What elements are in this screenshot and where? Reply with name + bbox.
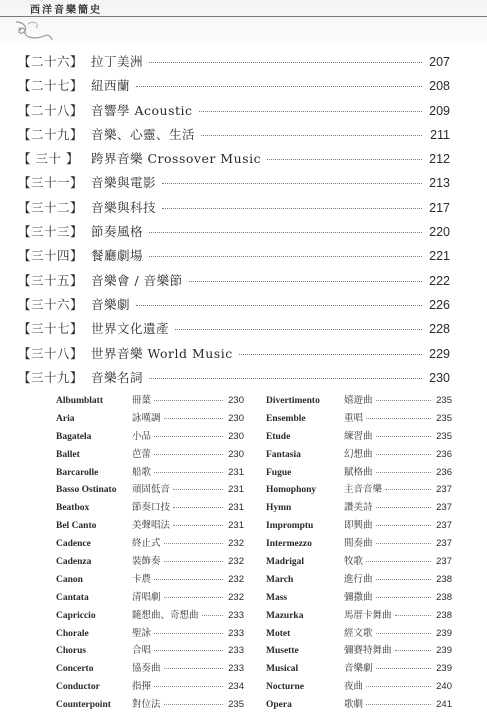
term-chinese: 芭蕾	[132, 448, 152, 460]
dot-leader	[376, 667, 431, 669]
term-chinese: 小品	[132, 430, 152, 442]
dot-leader	[136, 85, 422, 87]
chapter-page-number: 226	[429, 297, 450, 312]
term-chinese: 協奏曲	[132, 663, 161, 675]
term-english: Barcarolle	[56, 467, 99, 478]
glossary-entry	[266, 392, 452, 410]
toc-chapter-row	[18, 295, 450, 319]
glossary-entry	[266, 660, 452, 678]
dot-leader	[149, 61, 422, 63]
term-english: Mass	[266, 592, 288, 603]
dot-leader	[376, 596, 431, 598]
term-chinese: 間奏曲	[344, 538, 373, 550]
chapter-title: 世界文化遺產	[91, 321, 170, 337]
dot-leader	[162, 182, 422, 184]
dot-leader	[376, 632, 431, 634]
term-english: Ballet	[56, 449, 80, 460]
chapter-number: 【三十六】	[18, 296, 84, 312]
chapter-title: 音樂會 / 音樂節	[91, 272, 183, 288]
glossary-entry	[266, 410, 452, 428]
term-page-number: 237	[436, 484, 452, 496]
term-page-number: 239	[436, 627, 452, 639]
term-chinese: 幻想曲	[344, 448, 373, 460]
chapter-page-number: 209	[429, 103, 450, 118]
term-chinese: 練習曲	[344, 430, 373, 442]
toc-chapter-row	[18, 368, 450, 392]
dot-leader	[164, 417, 223, 419]
dot-leader	[149, 377, 422, 379]
term-page-number: 234	[228, 681, 244, 693]
dot-leader	[164, 596, 223, 598]
term-english: Fugue	[266, 467, 292, 478]
term-page-number: 231	[228, 484, 244, 496]
dot-leader	[164, 703, 223, 705]
dot-leader	[376, 399, 431, 401]
term-english: Albumblatt	[56, 396, 103, 406]
chapter-page-number: 217	[429, 200, 450, 215]
term-page-number: 232	[228, 591, 244, 603]
dot-leader	[149, 255, 422, 257]
term-page-number: 230	[228, 412, 244, 424]
term-english: Basso Ostinato	[56, 485, 117, 496]
term-page-number: 233	[228, 645, 244, 657]
dot-leader	[154, 453, 223, 455]
dot-leader	[376, 524, 431, 526]
term-english: Capriccio	[56, 610, 96, 621]
term-page-number: 235	[436, 395, 452, 406]
term-english: Beatbox	[56, 503, 90, 514]
chapter-page-number: 211	[430, 127, 450, 142]
page-header	[0, 0, 487, 44]
glossary-entry	[266, 678, 452, 696]
glossary-entry	[266, 499, 452, 517]
glossary-entry	[266, 589, 452, 607]
glossary-entry	[56, 535, 244, 553]
term-page-number: 235	[228, 699, 244, 711]
term-page-number: 237	[436, 502, 452, 514]
dot-leader	[164, 667, 223, 669]
glossary-entry	[56, 410, 244, 428]
chapter-number: 【三十二】	[18, 199, 84, 215]
dot-leader	[154, 471, 223, 473]
term-chinese: 詠嘆調	[132, 412, 161, 424]
term-english: Intermezzo	[266, 539, 312, 550]
term-chinese: 馬厝卡舞曲	[344, 609, 392, 621]
dot-leader	[395, 649, 431, 651]
chapter-title: 音樂與電影	[91, 175, 157, 191]
term-english: Motet	[266, 628, 291, 639]
dot-leader	[376, 471, 431, 473]
term-page-number: 233	[228, 627, 244, 639]
term-page-number: 241	[436, 699, 452, 711]
glossary-entry	[266, 428, 452, 446]
chapter-number: 【三十五】	[18, 272, 84, 288]
term-english: Mazurka	[266, 610, 304, 621]
glossary-entry	[266, 642, 452, 660]
term-english: Musical	[266, 664, 299, 675]
dot-leader	[154, 685, 223, 687]
glossary-column-left	[56, 392, 244, 714]
term-chinese: 終止式	[132, 538, 161, 550]
term-chinese: 經文歌	[344, 627, 373, 639]
chapter-number: 【二十八】	[18, 102, 84, 118]
flourish-ornament-icon	[14, 18, 54, 44]
dot-leader	[239, 353, 422, 355]
term-chinese: 對位法	[132, 699, 161, 711]
chapter-page-number: 229	[429, 346, 450, 361]
dot-leader	[376, 435, 431, 437]
glossary-entry	[266, 481, 452, 499]
glossary-entry	[56, 553, 244, 571]
term-english: Impromptu	[266, 521, 314, 532]
toc-chapter-row	[18, 101, 450, 125]
glossary-entry	[56, 571, 244, 589]
glossary-entry	[56, 678, 244, 696]
chapter-title: 跨界音樂 Crossover Music	[91, 151, 262, 167]
term-page-number: 233	[228, 663, 244, 675]
term-english: Musette	[266, 646, 299, 657]
glossary-entry	[56, 428, 244, 446]
chapter-list	[18, 52, 450, 392]
term-page-number: 237	[436, 538, 452, 550]
term-page-number: 231	[228, 466, 244, 478]
chapter-page-number: 222	[429, 273, 450, 288]
term-english: Fantasia	[266, 449, 301, 460]
chapter-title: 音響學 Acoustic	[91, 102, 193, 118]
dot-leader	[199, 110, 422, 112]
term-page-number: 240	[436, 681, 452, 693]
dot-leader	[162, 207, 422, 209]
term-chinese: 合唱	[132, 645, 152, 657]
term-page-number: 238	[436, 609, 452, 621]
toc-chapter-row	[18, 246, 450, 270]
glossary-entry	[56, 517, 244, 535]
chapter-page-number: 212	[429, 152, 450, 167]
term-english: Etude	[266, 431, 291, 442]
dot-leader	[395, 614, 431, 616]
chapter-title: 世界音樂 World Music	[91, 345, 233, 361]
toc-chapter-row	[18, 125, 450, 149]
dot-leader	[173, 488, 223, 490]
toc-chapter-row	[18, 271, 450, 295]
term-page-number: 233	[228, 609, 244, 621]
chapter-title: 餐廳劇場	[91, 248, 144, 264]
chapter-number: 【二十九】	[18, 126, 84, 142]
term-chinese: 節奏口技	[132, 502, 171, 514]
term-chinese: 聖詠	[132, 627, 152, 639]
dot-leader	[201, 134, 422, 136]
term-english: Hymn	[266, 503, 292, 514]
term-page-number: 237	[436, 556, 452, 568]
dot-leader	[366, 703, 431, 705]
glossary-entry	[266, 446, 452, 464]
glossary-entry	[266, 517, 452, 535]
chapter-number: 【三十一】	[18, 175, 84, 191]
dot-leader	[154, 578, 223, 580]
dot-leader	[164, 560, 223, 562]
chapter-title: 音樂、心靈、生活	[91, 126, 196, 142]
term-chinese: 彌撒曲	[344, 591, 373, 603]
term-chinese: 重唱	[344, 412, 364, 424]
term-english: Chorale	[56, 628, 89, 639]
term-chinese: 彌賽特舞曲	[344, 645, 392, 657]
glossary-entry	[56, 392, 244, 410]
toc-chapter-row	[18, 52, 450, 76]
term-page-number: 238	[436, 591, 452, 603]
chapter-title: 音樂與科技	[91, 199, 157, 215]
term-chinese: 裝飾奏	[132, 556, 161, 568]
term-page-number: 232	[228, 573, 244, 585]
term-english: Canon	[56, 574, 83, 585]
glossary-entry	[266, 571, 452, 589]
term-english: Chorus	[56, 646, 87, 657]
chapter-number: 【二十七】	[18, 78, 84, 94]
dot-leader	[376, 506, 431, 508]
dot-leader	[267, 158, 422, 160]
dot-leader	[175, 328, 422, 330]
dot-leader	[154, 399, 223, 401]
chapter-page-number: 228	[429, 322, 450, 337]
glossary-entry	[56, 481, 244, 499]
term-chinese: 隨想曲、奇想曲	[132, 609, 199, 621]
term-page-number: 231	[228, 502, 244, 514]
glossary-entry	[56, 625, 244, 643]
term-chinese: 音樂劇	[344, 663, 373, 675]
term-page-number: 238	[436, 573, 452, 585]
chapter-number: 【三十七】	[18, 321, 84, 337]
chapter-number: 【二十六】	[18, 54, 84, 69]
term-english: Aria	[56, 413, 75, 424]
term-english: Homophony	[266, 485, 317, 496]
term-english: Counterpoint	[56, 700, 111, 711]
term-chinese: 指揮	[132, 681, 152, 693]
term-chinese: 賦格曲	[344, 466, 373, 478]
term-chinese: 美聲唱法	[132, 520, 171, 532]
chapter-page-number: 220	[429, 225, 450, 240]
glossary-entry	[56, 696, 244, 714]
glossary-column-right	[266, 392, 452, 714]
term-english: Cadence	[56, 539, 91, 550]
term-page-number: 239	[436, 663, 452, 675]
term-chinese: 冊葉	[132, 395, 152, 406]
dot-leader	[376, 453, 431, 455]
glossary-entry	[56, 660, 244, 678]
term-chinese: 船歌	[132, 466, 152, 478]
toc-chapter-row	[18, 222, 450, 246]
term-page-number: 236	[436, 466, 452, 478]
dot-leader	[385, 488, 431, 490]
dot-leader	[149, 231, 422, 233]
chapter-title: 節奏風格	[91, 224, 144, 240]
term-chinese: 夜曲	[344, 681, 364, 693]
term-page-number: 232	[228, 538, 244, 550]
toc-chapter-row	[18, 198, 450, 222]
chapter-title: 音樂名詞	[91, 369, 144, 385]
glossary-entry	[56, 499, 244, 517]
term-page-number: 232	[228, 556, 244, 568]
term-page-number: 231	[228, 520, 244, 532]
term-chinese: 嬉遊曲	[344, 395, 373, 406]
term-page-number: 239	[436, 645, 452, 657]
dot-leader	[154, 632, 223, 634]
term-english: Conductor	[56, 682, 100, 693]
chapter-page-number: 230	[429, 370, 450, 385]
dot-leader	[366, 560, 431, 562]
header-rule	[0, 16, 487, 17]
term-chinese: 歌劇	[344, 699, 364, 711]
glossary-entry	[56, 642, 244, 660]
glossary-entry	[56, 464, 244, 482]
dot-leader	[154, 435, 223, 437]
term-page-number: 237	[436, 520, 452, 532]
dot-leader	[376, 578, 431, 580]
chapter-number: 【三十八】	[18, 345, 84, 361]
term-chinese: 讚美詩	[344, 502, 373, 514]
chapter-number: 【三十九】	[18, 369, 84, 385]
toc-chapter-row	[18, 344, 450, 368]
term-chinese: 卡農	[132, 573, 152, 585]
term-page-number: 230	[228, 395, 244, 406]
glossary-entry	[56, 589, 244, 607]
glossary-entry	[56, 446, 244, 464]
term-english: Madrigal	[266, 557, 304, 568]
term-chinese: 牧歌	[344, 556, 364, 568]
term-page-number: 230	[228, 448, 244, 460]
dot-leader	[376, 542, 431, 544]
term-page-number: 230	[228, 430, 244, 442]
term-chinese: 主音音樂	[344, 484, 383, 496]
glossary-entry	[266, 535, 452, 553]
glossary-entry	[266, 607, 452, 625]
term-chinese: 頑固低音	[132, 484, 171, 496]
term-english: Bagatela	[56, 431, 92, 442]
chapter-page-number: 208	[429, 79, 450, 94]
chapter-page-number: 221	[429, 249, 450, 264]
chapter-title: 拉丁美洲	[91, 54, 144, 69]
term-english: Ensemble	[266, 413, 306, 424]
running-title: 西洋音樂簡史	[30, 5, 102, 16]
term-english: Divertimento	[266, 396, 320, 406]
term-page-number: 235	[436, 430, 452, 442]
toc-chapter-row	[18, 173, 450, 197]
dot-leader	[202, 614, 223, 616]
chapter-number: 【三十四】	[18, 248, 84, 264]
term-chinese: 即興曲	[344, 520, 373, 532]
term-english: Concerto	[56, 664, 94, 675]
chapter-number: 【 三十 】	[18, 151, 79, 167]
chapter-page-number: 207	[429, 55, 450, 69]
dot-leader	[164, 542, 223, 544]
term-page-number: 236	[436, 448, 452, 460]
dot-leader	[173, 506, 223, 508]
dot-leader	[154, 649, 223, 651]
glossary-entry	[266, 464, 452, 482]
dot-leader	[173, 524, 223, 526]
term-page-number: 235	[436, 412, 452, 424]
chapter-page-number: 213	[429, 176, 450, 191]
term-english: Opera	[266, 700, 292, 711]
dot-leader	[366, 417, 431, 419]
toc-chapter-row	[18, 76, 450, 100]
term-chinese: 清唱劇	[132, 591, 161, 603]
toc-chapter-row	[18, 149, 450, 173]
term-english: Nocturne	[266, 682, 304, 693]
chapter-title: 音樂劇	[91, 296, 131, 312]
chapter-number: 【三十三】	[18, 224, 84, 240]
term-english: Bel Canto	[56, 521, 97, 532]
toc-chapter-row	[18, 319, 450, 343]
dot-leader	[366, 685, 431, 687]
term-english: Cadenza	[56, 557, 92, 568]
term-chinese: 進行曲	[344, 573, 373, 585]
chapter-title: 紐西蘭	[91, 78, 131, 94]
glossary-entry	[266, 696, 452, 714]
dot-leader	[189, 280, 422, 282]
term-english: March	[266, 574, 294, 585]
dot-leader	[136, 304, 422, 306]
glossary-entry	[266, 553, 452, 571]
glossary-entry	[56, 607, 244, 625]
term-english: Cantata	[56, 592, 89, 603]
glossary-entry	[266, 625, 452, 643]
